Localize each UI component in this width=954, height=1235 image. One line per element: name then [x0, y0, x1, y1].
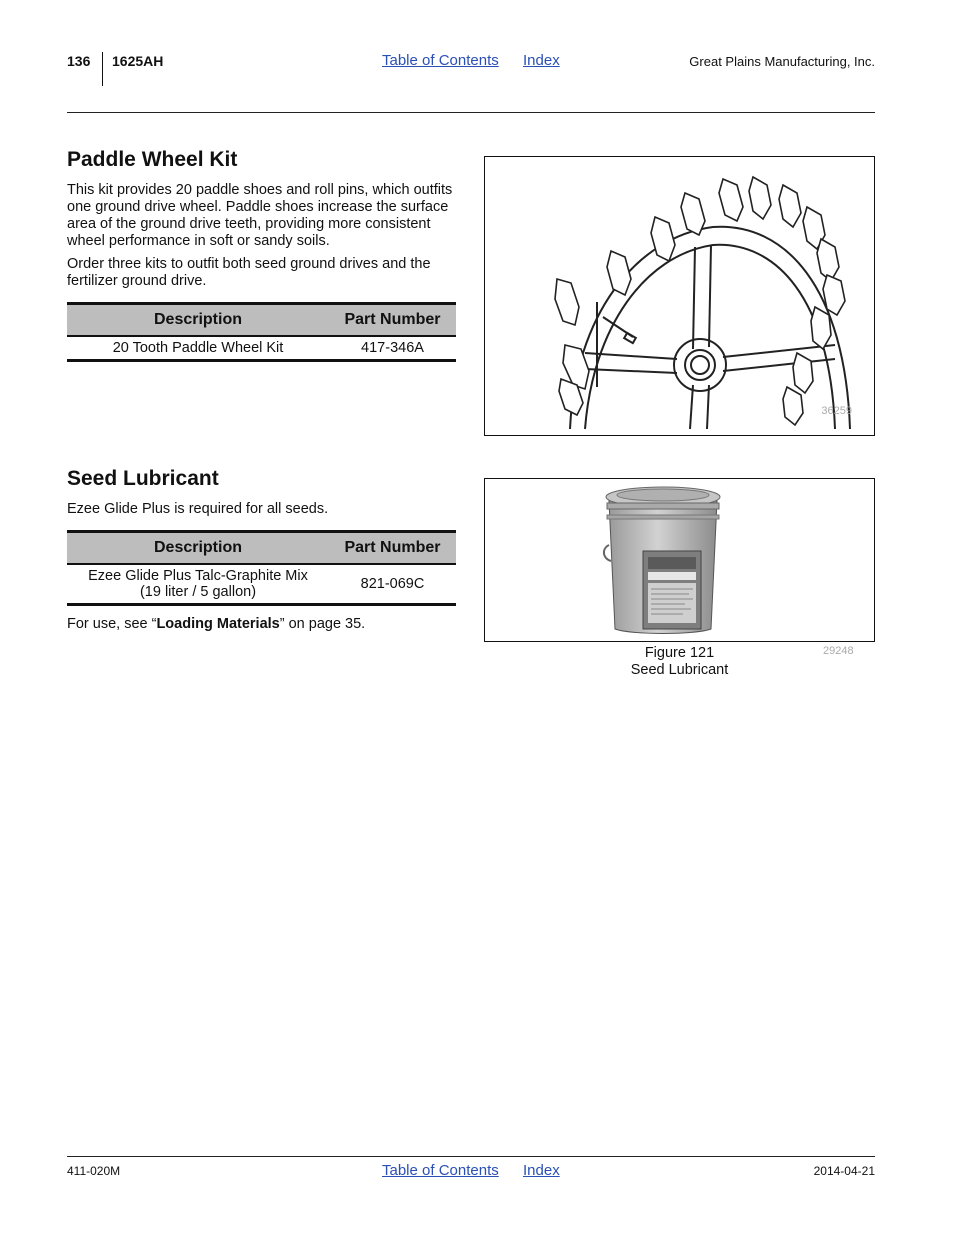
header-divider	[102, 52, 103, 86]
lube-use-note	[67, 616, 459, 633]
paddle-row-description: 20 Tooth Paddle Wheel Kit	[67, 336, 329, 361]
lubricant-bucket-illustration	[485, 479, 874, 641]
paddle-section	[67, 148, 459, 362]
table-row	[67, 336, 456, 361]
seed-lubricant-figure	[484, 478, 875, 642]
paddle-paragraph-1: This kit provides 20 paddle shoes and roll pins, which outfits one ground drive wheel. Paddle shoes increase the surface area of the ground drive teeth, providing more consistent wheel performance in soft or sandy soils.	[67, 182, 453, 249]
paddle-col-part-number: Part Number	[329, 304, 456, 337]
table-row	[67, 564, 456, 605]
lube-row-part-number: 821-069C	[329, 564, 456, 605]
lube-row-description	[67, 564, 329, 605]
header-rule	[67, 112, 875, 113]
loading-materials-reference[interactable]: Loading Materials	[156, 616, 280, 632]
paddle-paragraph-2: Order three kits to outfit both seed ground drives and the fertilizer ground drive.	[67, 256, 431, 289]
figure-caption	[484, 645, 875, 679]
lube-title: Seed Lubricant	[67, 467, 219, 490]
paddle-row-part-number: 417-346A	[329, 336, 456, 361]
lube-row-description-line-2: (19 liter / 5 gallon)	[139, 584, 257, 600]
lube-parts-table	[67, 530, 456, 606]
lube-paragraph-1: Ezee Glide Plus is required for all seeds.	[67, 501, 329, 517]
document-number: 411-020M	[67, 1164, 121, 1178]
footer-rule	[67, 1156, 875, 1157]
paddle-wheel-figure	[484, 156, 875, 436]
figure-title: Seed Lubricant	[630, 662, 729, 678]
lube-row-description-line-1: Ezee Glide Plus Talc-Graphite Mix	[88, 568, 308, 584]
paddle-col-description: Description	[67, 304, 329, 337]
footer-index-link[interactable]: Index	[523, 1162, 560, 1179]
lube-col-description: Description	[67, 532, 329, 565]
paddle-parts-table	[67, 302, 456, 362]
lube-section	[67, 467, 459, 633]
header-toc-link[interactable]: Table of Contents	[382, 52, 499, 69]
lube-figure-id: 29248	[823, 645, 854, 657]
footer-toc-link[interactable]: Table of Contents	[382, 1162, 499, 1179]
paddle-title: Paddle Wheel Kit	[67, 148, 238, 171]
header-index-link[interactable]: Index	[523, 52, 560, 69]
lube-use-suffix: ” on page 35.	[279, 616, 366, 632]
paddle-wheel-illustration	[485, 157, 874, 435]
page-number: 136	[67, 53, 91, 69]
figure-number: Figure 121	[644, 645, 715, 661]
lube-col-part-number: Part Number	[329, 532, 456, 565]
lube-use-prefix: For use, see “	[67, 616, 157, 632]
document-date: 2014-04-21	[813, 1164, 875, 1178]
company-name: Great Plains Manufacturing, Inc.	[689, 54, 875, 69]
paddle-figure-id: 36259	[821, 405, 852, 417]
model-name: 1625AH	[112, 53, 164, 69]
